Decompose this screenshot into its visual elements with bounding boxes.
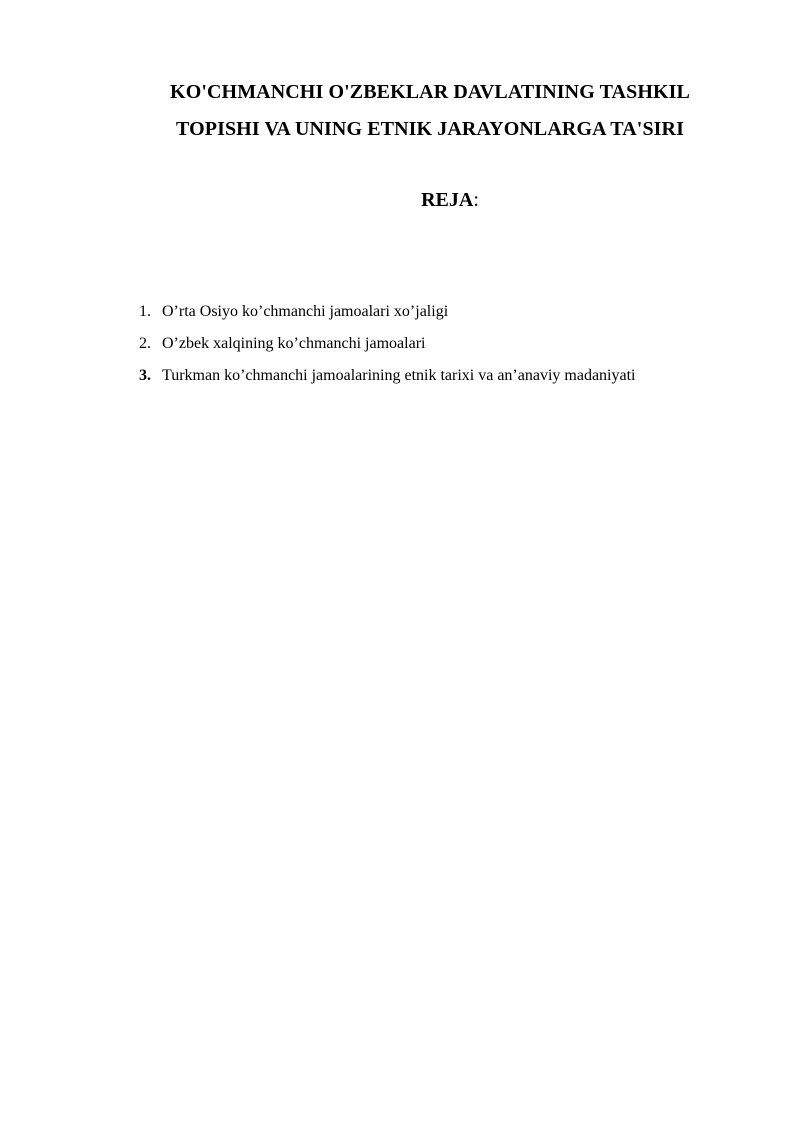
list-item-text: O’rta Osiyo ko’chmanchi jamoalari xo’jaligi [162, 303, 449, 320]
list-item [139, 296, 636, 328]
plan-heading-colon: : [473, 189, 479, 211]
plan-list [139, 296, 636, 392]
list-item-number: 1. [139, 303, 151, 320]
list-item-text: Turkman ko’chmanchi jamoalarining etnik tarixi va an’anaviy madaniyati [162, 367, 636, 384]
plan-heading-word: REJA [421, 189, 474, 211]
title-line-1: KO'CHMANCHI O'ZBEKLAR DAVLATINING TASHKIL [170, 81, 690, 103]
plan-heading [100, 186, 800, 214]
document-title [100, 74, 760, 148]
list-item-number: 3. [139, 367, 151, 384]
list-item [139, 328, 636, 360]
list-item-number: 2. [139, 335, 151, 352]
list-item [139, 360, 636, 392]
list-item-text: O’zbek xalqining ko’chmanchi jamoalari [162, 335, 426, 352]
title-line-2: TOPISHI VA UNING ETNIK JARAYONLARGA TA'SIRI [176, 118, 684, 140]
